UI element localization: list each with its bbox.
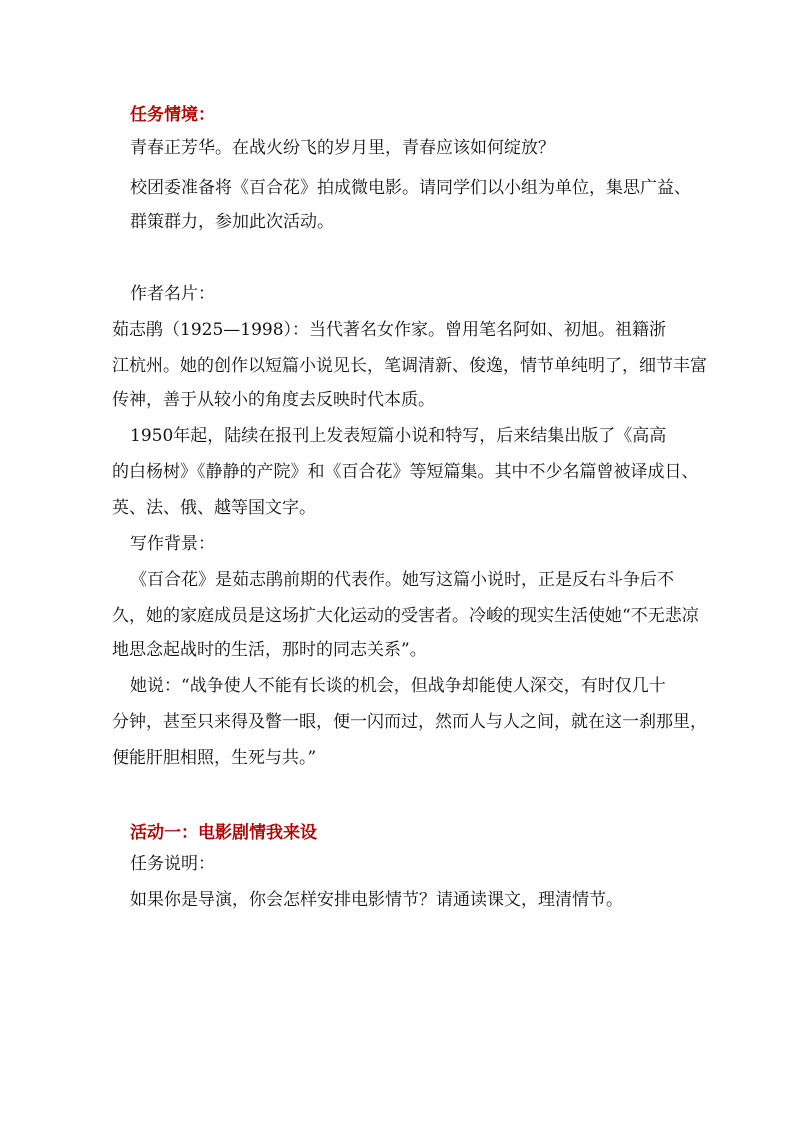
background-para2-line-2: 分钟，甚至只来得及瞥一眼，便一闪而过，然而人与人之间，就在这一刹那里， (112, 712, 707, 732)
background-para2-line-3: 便能肝胆相照，生死与共。” (112, 748, 317, 768)
background-para2-line-1: 她说：“战争使人不能有长谈的机会，但战争却能使人深交，有时仅几十 (130, 676, 666, 696)
background-label: 写作背景： (130, 534, 215, 554)
task-context-line-3: 群策群力，参加此次活动。 (130, 212, 334, 232)
activity-one-heading: 活动一：电影剧情我来设 (130, 823, 317, 843)
activity-one-line-1: 如果你是导演，你会怎样安排电影情节？请通读课文，理清情节。 (130, 890, 623, 910)
background-para1-line-2: 久，她的家庭成员是这场扩大化运动的受害者。冷峻的现实生活使她“不无悲凉 (112, 606, 699, 626)
activity-one-label: 任务说明： (130, 854, 215, 874)
task-context-line-2: 校团委准备将《百合花》拍成微电影。请同学们以小组为单位，集思广益、 (130, 178, 691, 198)
background-para1-line-1: 《百合花》是茹志鹃前期的代表作。她写这篇小说时，正是反右斗争后不 (130, 570, 674, 590)
background-para1-line-3: 地思念起战时的生活，那时的同志关系”。 (112, 640, 427, 660)
author-para2-line-1: 1950年起，陆续在报刊上发表短篇小说和特写，后来结集出版了《高高 (130, 426, 667, 446)
author-para2-line-2: 的白杨树》《静静的产院》和《百合花》等短篇集。其中不少名篇曾被译成日、 (112, 462, 699, 482)
author-para1-line-2: 江杭州。她的创作以短篇小说见长，笔调清新、俊逸，情节单纯明了，细节丰富 (112, 356, 707, 376)
author-para2-line-3: 英、法、俄、越等国文字。 (112, 498, 316, 518)
author-para1-line-3: 传神，善于从较小的角度去反映时代本质。 (112, 390, 435, 410)
author-card-label: 作者名片： (130, 284, 215, 304)
task-context-line-1: 青春正芳华。在战火纷飞的岁月里，青春应该如何绽放？ (130, 138, 555, 158)
author-para1-line-1: 茹志鹃（1925—1998）：当代著名女作家。曾用笔名阿如、初旭。祖籍浙 (112, 320, 667, 340)
task-context-heading: 任务情境： (130, 105, 215, 125)
